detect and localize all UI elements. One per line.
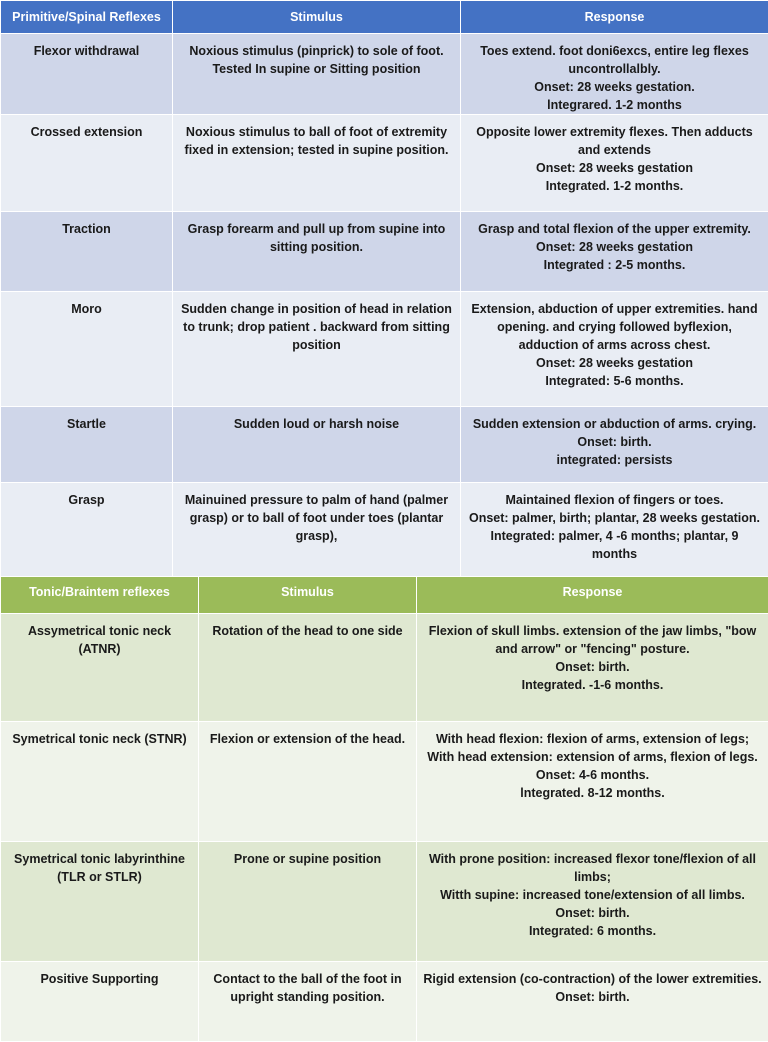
response-cell: Toes extend. foot doni6excs, entire leg flexes uncontrollalbly. Onset: 28 weeks gestation. lntegrared. 1-2 months (461, 34, 768, 115)
stimulus-cell: Noxious stimulus (pinprick) to sole of foot. Tested In supine or Sitting position (173, 34, 461, 115)
stimulus-cell: Noxious stimulus to ball of foot of extremity fixed in extension; tested in supine position. (173, 115, 461, 212)
stimulus-cell: Prone or supine position (199, 842, 417, 962)
stimulus-cell: Sudden change in position of head in relation to trunk; drop patient . backward from sitting position (173, 292, 461, 407)
response-cell: Maintained flexion of fingers or toes. Onset: palmer, birth; plantar, 28 weeks gestation. Integrated: palmer, 4 -6 months; plantar, 9 months (461, 483, 768, 578)
primitive-header-reflex: Primitive/Spinal Reflexes (1, 1, 173, 34)
stimulus-cell: Grasp forearm and pull up from supine into sitting position. (173, 212, 461, 292)
table-row (1, 614, 768, 722)
stimulus-cell: Rotation of the head to one side (199, 614, 417, 722)
table-row (1, 962, 768, 1042)
stimulus-cell: Flexion or extension of the head. (199, 722, 417, 842)
reflex-name-cell: Startle (1, 407, 173, 483)
table-row (1, 842, 768, 962)
response-cell: Sudden extension or abduction of arms. crying. Onset: birth. integrated: persists (461, 407, 768, 483)
stimulus-cell: Sudden loud or harsh noise (173, 407, 461, 483)
reflex-name-cell: Assymetrical tonic neck (ATNR) (1, 614, 199, 722)
tonic-header-reflex: Tonic/Braintem reflexes (1, 577, 199, 614)
table-row (1, 115, 768, 212)
reflex-name-cell: Flexor withdrawal (1, 34, 173, 115)
table-row (1, 407, 768, 483)
reflex-name-cell: Symetrical tonic labyrinthine (TLR or STLR) (1, 842, 199, 962)
response-cell: Flexion of skull limbs. extension of the jaw limbs, "bow and arrow" or "fencing" posture. Onset: birth. Integrated. -1-6 months. (417, 614, 768, 722)
response-cell: Extension, abduction of upper extremities. hand opening. and crying followed byflexion, adduction of arms across chest. Onset: 28 weeks gestation Integrated: 5-6 months. (461, 292, 768, 407)
reflex-name-cell: Positive Supporting (1, 962, 199, 1042)
stimulus-cell: Contact to the ball of the foot in upright standing position. (199, 962, 417, 1042)
table-row (1, 292, 768, 407)
response-cell: Grasp and total flexion of the upper extremity. Onset: 28 weeks gestation Integrated : 2-5 months. (461, 212, 768, 292)
response-cell: Rigid extension (co-contraction) of the lower extremities. Onset: birth. (417, 962, 768, 1042)
response-cell: Opposite lower extremity flexes. Then adducts and extends Onset: 28 weeks gestation Integrated. 1-2 months. (461, 115, 768, 212)
primitive-header-row (1, 1, 768, 34)
tonic-header-row (1, 577, 768, 614)
table-row (1, 34, 768, 115)
response-cell: With head flexion: flexion of arms, extension of legs; With head extension: extension of arms, flexion of legs. Onset: 4-6 months. lntegrated. 8-12 months. (417, 722, 768, 842)
tonic-header-stimulus: Stimulus (199, 577, 417, 614)
table-row (1, 722, 768, 842)
primitive-header-stimulus: Stimulus (173, 1, 461, 34)
reflex-name-cell: Moro (1, 292, 173, 407)
reflex-name-cell: Symetrical tonic neck (STNR) (1, 722, 199, 842)
reflex-name-cell: Grasp (1, 483, 173, 578)
response-cell: With prone position: increased flexor tone/flexion of all limbs; Witth supine: increased tone/extension of all limbs. Onset: birth. Integrated: 6 months. (417, 842, 768, 962)
reflex-name-cell: Crossed extension (1, 115, 173, 212)
primitive-header-response: Response (461, 1, 768, 34)
table-row (1, 483, 768, 578)
tonic-header-response: Response (417, 577, 768, 614)
tonic-reflexes-table (0, 576, 768, 1042)
reflex-name-cell: Traction (1, 212, 173, 292)
table-row (1, 212, 768, 292)
stimulus-cell: Mainuined pressure to palm of hand (palmer grasp) or to ball of foot under toes (plantar grasp), (173, 483, 461, 578)
